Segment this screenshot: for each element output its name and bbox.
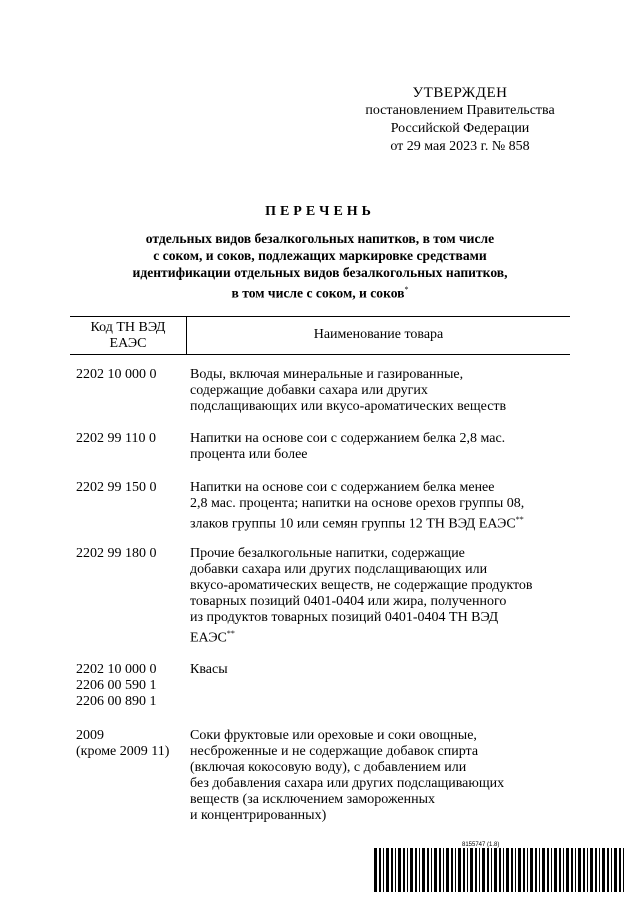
row-description-line: [190, 594, 560, 610]
document-subtitle: [80, 230, 560, 302]
row-description-line: [190, 496, 560, 512]
column-header-code: [70, 320, 186, 352]
row-description-line: [190, 626, 560, 647]
row-code: [76, 728, 188, 760]
row-description-text: 2,8 мас. процента; напитки на основе орехов группы 08,: [190, 496, 525, 511]
footnote-marker: **: [226, 629, 235, 638]
column-header-code-line: ЕАЭС: [109, 336, 147, 351]
row-description-text: несброженные и не содержащие добавок спирта: [190, 744, 479, 759]
subtitle-line: с соком, и соков, подлежащих маркировке средствами: [153, 248, 487, 263]
row-description-line: [190, 512, 560, 533]
row-description-text: Прочие безалкогольные напитки, содержащие: [190, 546, 465, 561]
row-description-text: Соки фруктовые или ореховые и соки овощные,: [190, 728, 477, 743]
row-description: [190, 480, 560, 533]
row-code: [76, 480, 188, 496]
document-title: ПЕРЕЧЕНЬ: [265, 204, 375, 219]
footnote-marker: *: [404, 285, 409, 294]
subtitle-line: отдельных видов безалкогольных напитков, в том числе: [145, 231, 495, 246]
row-description-text: Напитки на основе сои с содержанием белка менее: [190, 480, 495, 495]
approval-heading: УТВЕРЖДЕН: [412, 85, 508, 101]
row-code-line: 2009: [76, 728, 104, 743]
row-description-line: [190, 431, 560, 447]
subtitle-line-text: в том числе с соком, и соков: [231, 285, 405, 301]
row-description: [190, 546, 560, 647]
row-description-line: [190, 562, 560, 578]
row-description-line: [190, 744, 560, 760]
row-description-line: [190, 578, 560, 594]
row-description-line: [190, 808, 560, 824]
row-code-line: 2202 10 000 0: [76, 367, 157, 382]
row-description-text: добавки сахара или других подслащивающих или: [190, 562, 488, 577]
row-code-line: 2202 99 110 0: [76, 431, 156, 446]
row-code-line: (кроме 2009 11): [76, 744, 170, 759]
row-description-line: [190, 610, 560, 626]
row-description-text: злаков группы 10 или семян группы 12 ТН ВЭД ЕАЭС: [190, 516, 516, 532]
row-description-text: содержащие добавки сахара или других: [190, 383, 428, 398]
row-description-line: [190, 399, 560, 415]
row-code-line: 2206 00 590 1: [76, 678, 157, 693]
subtitle-line: [80, 281, 560, 302]
row-description-line: [190, 383, 560, 399]
row-description-text: подслащивающих или вкусо-ароматических веществ: [190, 399, 507, 414]
row-description-line: [190, 662, 560, 678]
row-description-text: (включая кокосовую воду), с добавлением или: [190, 760, 467, 775]
column-header-code-line: Код ТН ВЭД: [90, 320, 166, 335]
row-description-line: [190, 776, 560, 792]
row-code: [76, 431, 188, 447]
row-code-line: 2202 99 150 0: [76, 480, 157, 495]
row-description: [190, 728, 560, 824]
row-description-text: Воды, включая минеральные и газированные,: [190, 367, 464, 382]
approval-date: от 29 мая 2023 г. № 858: [390, 139, 530, 154]
row-description: [190, 431, 560, 463]
row-code-line: 2202 10 000 0: [76, 662, 157, 677]
row-description-line: [190, 480, 560, 496]
row-description-line: [190, 367, 560, 383]
row-description-text: без добавления сахара или других подслащивающих: [190, 776, 505, 791]
barcode-image: [374, 848, 626, 892]
row-description-line: [190, 546, 560, 562]
row-code-line: 2206 00 890 1: [76, 694, 157, 709]
row-description: [190, 662, 560, 678]
approval-block: [340, 84, 580, 156]
row-description-text: из продуктов товарных позиций 0401-0404 ТН ВЭД: [190, 610, 499, 625]
row-description-text: вкусо-ароматических веществ, не содержащие продуктов: [190, 578, 533, 593]
row-description-line: [190, 792, 560, 808]
row-description-text: ЕАЭС: [190, 630, 227, 646]
approval-line: постановлением Правительства: [365, 103, 555, 118]
row-description-text: веществ (за исключением замороженных: [190, 792, 436, 807]
row-description-text: процента или более: [190, 447, 308, 462]
row-code-line: 2202 99 180 0: [76, 546, 157, 561]
row-code: [76, 662, 188, 710]
row-code: [76, 546, 188, 562]
row-description-text: и концентрированных): [190, 808, 327, 823]
row-description-line: [190, 760, 560, 776]
row-description-line: [190, 728, 560, 744]
row-description: [190, 367, 560, 415]
barcode-label: 8155747 (1.8): [462, 842, 500, 848]
row-description-text: товарных позиций 0401-0404 или жира, полученного: [190, 594, 507, 609]
row-description-text: Напитки на основе сои с содержанием белка 2,8 мас.: [190, 431, 506, 446]
row-description-line: [190, 447, 560, 463]
column-header-name: Наименование товара: [313, 327, 444, 342]
row-code: [76, 367, 188, 383]
subtitle-line: идентификации отдельных видов безалкогольных напитков,: [132, 265, 508, 280]
row-description-text: Квасы: [190, 662, 228, 677]
approval-line: Российской Федерации: [390, 121, 530, 136]
table-header: [70, 316, 570, 355]
footnote-marker: **: [515, 515, 524, 524]
